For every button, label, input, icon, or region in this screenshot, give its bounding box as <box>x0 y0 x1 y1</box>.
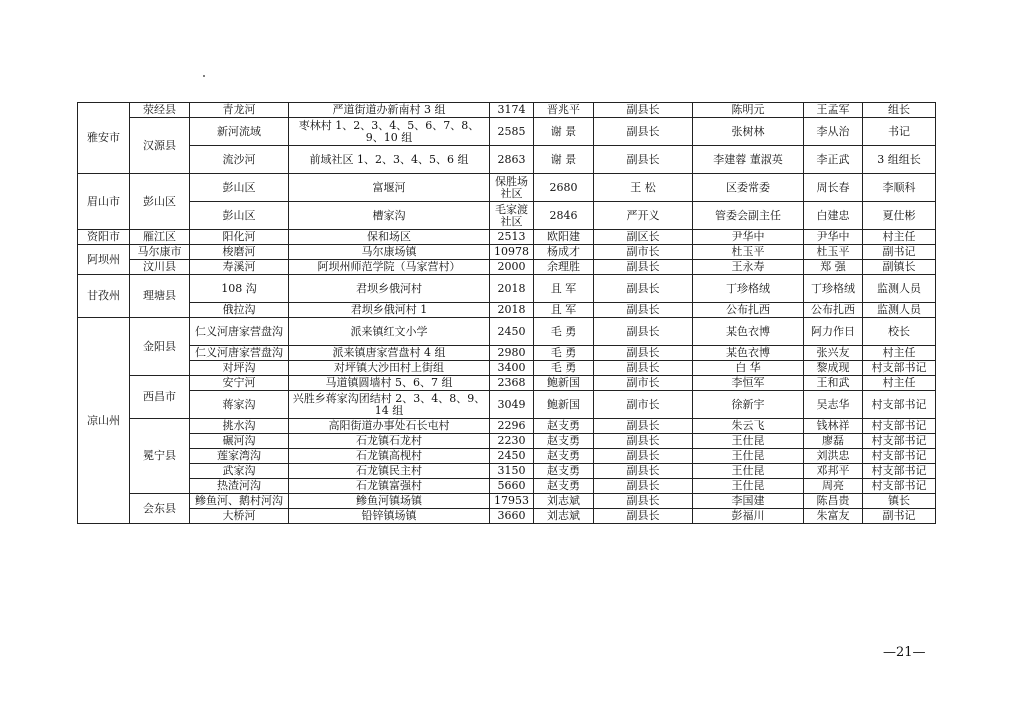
city-cell: 甘孜州 <box>78 275 130 318</box>
official-cell: 彭福川 <box>693 509 804 524</box>
river-cell: 碾河沟 <box>190 434 289 449</box>
count-cell: 10978 <box>490 245 534 260</box>
leader-cell: 且 军 <box>534 275 594 303</box>
location-cell: 派来镇唐家营盘村 4 组 <box>289 346 490 361</box>
location-cell: 严道街道办新南村 3 组 <box>289 103 490 118</box>
official-cell: 尹华中 <box>693 230 804 245</box>
role-cell: 村支部书记 <box>863 391 936 419</box>
county-cell: 荥经县 <box>130 103 190 118</box>
role-cell: 村支部书记 <box>863 464 936 479</box>
county-cell: 雁江区 <box>130 230 190 245</box>
count-cell: 3174 <box>490 103 534 118</box>
river-cell: 蒋家沟 <box>190 391 289 419</box>
local-cell: 陈昌贵 <box>804 494 863 509</box>
position-cell: 副市长 <box>594 391 693 419</box>
count-cell: 2450 <box>490 449 534 464</box>
leader-cell: 鲍新国 <box>534 376 594 391</box>
river-cell: 挑水沟 <box>190 419 289 434</box>
official-cell: 李恒军 <box>693 376 804 391</box>
role-cell: 副书记 <box>863 245 936 260</box>
official-cell: 白 华 <box>693 361 804 376</box>
role-cell: 镇长 <box>863 494 936 509</box>
role-cell: 监测人员 <box>863 303 936 318</box>
local-cell: 邓邦平 <box>804 464 863 479</box>
county-cell: 理塘县 <box>130 275 190 318</box>
count-cell: 2230 <box>490 434 534 449</box>
location-cell: 富堰河 <box>289 174 490 202</box>
position-cell: 严开义 <box>594 202 693 230</box>
leader-cell: 赵支勇 <box>534 449 594 464</box>
river-cell: 俄拉沟 <box>190 303 289 318</box>
leader-cell: 2680 <box>534 174 594 202</box>
table-row <box>78 303 936 318</box>
table-row <box>78 464 936 479</box>
role-cell: 夏仕彬 <box>863 202 936 230</box>
local-cell: 丁珍格绒 <box>804 275 863 303</box>
position-cell: 副县长 <box>594 479 693 494</box>
local-cell: 钱林祥 <box>804 419 863 434</box>
local-cell: 公布扎西 <box>804 303 863 318</box>
count-cell: 3400 <box>490 361 534 376</box>
river-cell: 仁义河唐家营盘沟 <box>190 318 289 346</box>
location-cell: 保和场区 <box>289 230 490 245</box>
local-cell: 白建忠 <box>804 202 863 230</box>
count-cell: 2585 <box>490 118 534 146</box>
local-cell: 刘洪忠 <box>804 449 863 464</box>
count-cell: 3049 <box>490 391 534 419</box>
county-cell: 汉源县 <box>130 118 190 174</box>
position-cell: 副县长 <box>594 303 693 318</box>
official-cell: 徐新宇 <box>693 391 804 419</box>
count-cell: 2368 <box>490 376 534 391</box>
official-cell: 公布扎西 <box>693 303 804 318</box>
leader-cell: 谢 景 <box>534 118 594 146</box>
location-cell: 君坝乡俄河村 <box>289 275 490 303</box>
county-cell: 冕宁县 <box>130 419 190 494</box>
role-cell: 副书记 <box>863 509 936 524</box>
river-cell: 彭山区 <box>190 174 289 202</box>
count-cell: 2513 <box>490 230 534 245</box>
city-cell: 资阳市 <box>78 230 130 245</box>
role-cell: 监测人员 <box>863 275 936 303</box>
river-cell: 莲家湾沟 <box>190 449 289 464</box>
location-cell: 石龙镇石龙村 <box>289 434 490 449</box>
table-row <box>78 118 936 146</box>
local-cell: 张兴友 <box>804 346 863 361</box>
official-cell: 丁珍格绒 <box>693 275 804 303</box>
position-cell: 副市长 <box>594 376 693 391</box>
river-cell: 彭山区 <box>190 202 289 230</box>
official-cell: 某色衣博 <box>693 318 804 346</box>
position-cell: 副县长 <box>594 318 693 346</box>
leader-cell: 赵支勇 <box>534 464 594 479</box>
location-cell: 鲹鱼河镇场镇 <box>289 494 490 509</box>
count-cell: 5660 <box>490 479 534 494</box>
leader-cell: 欧阳建 <box>534 230 594 245</box>
official-cell: 王永寿 <box>693 260 804 275</box>
location-cell: 派来镇红文小学 <box>289 318 490 346</box>
location-cell: 槽家沟 <box>289 202 490 230</box>
table-row <box>78 275 936 303</box>
location-cell: 阿坝州师范学院（马家营村） <box>289 260 490 275</box>
leader-cell: 赵支勇 <box>534 434 594 449</box>
leader-cell: 毛 勇 <box>534 346 594 361</box>
table-row <box>78 230 936 245</box>
official-cell: 李国建 <box>693 494 804 509</box>
location-cell: 高阳街道办事处石长屯村 <box>289 419 490 434</box>
official-cell: 王仕昆 <box>693 479 804 494</box>
local-cell: 周长春 <box>804 174 863 202</box>
leader-cell: 赵支勇 <box>534 419 594 434</box>
official-cell: 王仕昆 <box>693 449 804 464</box>
role-cell: 村支部书记 <box>863 449 936 464</box>
count-cell: 2980 <box>490 346 534 361</box>
river-cell: 大桥河 <box>190 509 289 524</box>
leader-cell: 赵支勇 <box>534 479 594 494</box>
river-cell: 梭磨河 <box>190 245 289 260</box>
role-cell: 组长 <box>863 103 936 118</box>
table-row <box>78 494 936 509</box>
table-row <box>78 346 936 361</box>
location-cell: 枣林村 1、2、3、4、5、6、7、8、9、10 组 <box>289 118 490 146</box>
table-row <box>78 509 936 524</box>
location-cell: 马尔康场镇 <box>289 245 490 260</box>
table-row <box>78 174 936 202</box>
count-cell: 3150 <box>490 464 534 479</box>
leader-cell: 刘志斌 <box>534 509 594 524</box>
position-cell: 王 松 <box>594 174 693 202</box>
position-cell: 副县长 <box>594 260 693 275</box>
table-row <box>78 391 936 419</box>
river-cell: 热渣河沟 <box>190 479 289 494</box>
official-cell: 某色衣博 <box>693 346 804 361</box>
role-cell: 校长 <box>863 318 936 346</box>
location-cell: 兴胜乡蒋家沟团结村 2、3、4、8、9、14 组 <box>289 391 490 419</box>
official-cell: 李建蓉 董淑英 <box>693 146 804 174</box>
position-cell: 副县长 <box>594 464 693 479</box>
count-cell: 2018 <box>490 275 534 303</box>
table-row <box>78 318 936 346</box>
table-row <box>78 245 936 260</box>
position-cell: 副县长 <box>594 494 693 509</box>
local-cell: 王和武 <box>804 376 863 391</box>
official-cell: 区委常委 <box>693 174 804 202</box>
table-row <box>78 202 936 230</box>
county-cell: 西昌市 <box>130 376 190 419</box>
location-cell: 铅锌镇场镇 <box>289 509 490 524</box>
river-cell: 108 沟 <box>190 275 289 303</box>
role-cell: 书记 <box>863 118 936 146</box>
local-cell: 李从治 <box>804 118 863 146</box>
table-row <box>78 361 936 376</box>
location-cell: 前域社区 1、2、3、4、5、6 组 <box>289 146 490 174</box>
role-cell: 村主任 <box>863 230 936 245</box>
local-cell: 廖磊 <box>804 434 863 449</box>
local-cell: 朱富友 <box>804 509 863 524</box>
table-row <box>78 434 936 449</box>
leader-cell: 毛 勇 <box>534 318 594 346</box>
official-cell: 张树林 <box>693 118 804 146</box>
leader-cell: 鲍新国 <box>534 391 594 419</box>
official-cell: 管委会副主任 <box>693 202 804 230</box>
table-row <box>78 419 936 434</box>
position-cell: 副县长 <box>594 419 693 434</box>
local-cell: 尹华中 <box>804 230 863 245</box>
role-cell: 李顺科 <box>863 174 936 202</box>
table-row <box>78 376 936 391</box>
leader-cell: 杨成才 <box>534 245 594 260</box>
river-cell: 阳化河 <box>190 230 289 245</box>
position-cell: 副县长 <box>594 346 693 361</box>
local-cell: 郑 强 <box>804 260 863 275</box>
count-cell: 2018 <box>490 303 534 318</box>
position-cell: 副县长 <box>594 275 693 303</box>
leader-cell: 晋兆平 <box>534 103 594 118</box>
table-row <box>78 146 936 174</box>
table-row <box>78 449 936 464</box>
river-cell: 对坪沟 <box>190 361 289 376</box>
county-cell: 会东县 <box>130 494 190 524</box>
river-cell: 仁义河唐家营盘沟 <box>190 346 289 361</box>
table-row <box>78 103 936 118</box>
leader-cell: 且 军 <box>534 303 594 318</box>
position-cell: 副县长 <box>594 103 693 118</box>
count-cell: 毛家渡社区 <box>490 202 534 230</box>
count-cell: 保胜场社区 <box>490 174 534 202</box>
count-cell: 2450 <box>490 318 534 346</box>
local-cell: 阿力作日 <box>804 318 863 346</box>
table-row <box>78 479 936 494</box>
official-cell: 王仕昆 <box>693 434 804 449</box>
location-cell: 马道镇圆墙村 5、6、7 组 <box>289 376 490 391</box>
leader-cell: 刘志斌 <box>534 494 594 509</box>
county-cell: 金阳县 <box>130 318 190 376</box>
location-cell: 石龙镇富强村 <box>289 479 490 494</box>
role-cell: 村主任 <box>863 346 936 361</box>
county-cell: 马尔康市 <box>130 245 190 260</box>
river-cell: 武家沟 <box>190 464 289 479</box>
city-cell: 眉山市 <box>78 174 130 230</box>
position-cell: 副县长 <box>594 361 693 376</box>
location-cell: 君坝乡俄河村 1 <box>289 303 490 318</box>
leader-cell: 毛 勇 <box>534 361 594 376</box>
leader-cell: 余理胜 <box>534 260 594 275</box>
city-cell: 凉山州 <box>78 318 130 524</box>
position-cell: 副县长 <box>594 509 693 524</box>
page-number: —21— <box>883 645 926 660</box>
data-table <box>77 102 936 524</box>
official-cell: 陈明元 <box>693 103 804 118</box>
local-cell: 吴志华 <box>804 391 863 419</box>
position-cell: 副县长 <box>594 146 693 174</box>
county-cell: 彭山区 <box>130 174 190 230</box>
count-cell: 17953 <box>490 494 534 509</box>
role-cell: 副镇长 <box>863 260 936 275</box>
leader-cell: 2846 <box>534 202 594 230</box>
count-cell: 2863 <box>490 146 534 174</box>
leader-cell: 谢 景 <box>534 146 594 174</box>
river-cell: 新河流域 <box>190 118 289 146</box>
position-cell: 副县长 <box>594 449 693 464</box>
location-cell: 石龙镇民主村 <box>289 464 490 479</box>
role-cell: 3 组组长 <box>863 146 936 174</box>
local-cell: 李正武 <box>804 146 863 174</box>
official-cell: 朱云飞 <box>693 419 804 434</box>
count-cell: 2296 <box>490 419 534 434</box>
table-row <box>78 260 936 275</box>
city-cell: 阿坝州 <box>78 245 130 275</box>
count-cell: 3660 <box>490 509 534 524</box>
county-cell: 汶川县 <box>130 260 190 275</box>
official-cell: 王仕昆 <box>693 464 804 479</box>
official-cell: 杜玉平 <box>693 245 804 260</box>
river-cell: 寿溪河 <box>190 260 289 275</box>
speck-mark <box>203 75 205 77</box>
role-cell: 村主任 <box>863 376 936 391</box>
role-cell: 村支部书记 <box>863 479 936 494</box>
local-cell: 周亮 <box>804 479 863 494</box>
river-cell: 流沙河 <box>190 146 289 174</box>
role-cell: 村支部书记 <box>863 361 936 376</box>
river-cell: 鲹鱼河、鹅村河沟 <box>190 494 289 509</box>
city-cell: 雅安市 <box>78 103 130 174</box>
local-cell: 黎成现 <box>804 361 863 376</box>
local-cell: 王孟军 <box>804 103 863 118</box>
local-cell: 杜玉平 <box>804 245 863 260</box>
position-cell: 副县长 <box>594 118 693 146</box>
role-cell: 村支部书记 <box>863 434 936 449</box>
position-cell: 副区长 <box>594 230 693 245</box>
count-cell: 2000 <box>490 260 534 275</box>
river-cell: 青龙河 <box>190 103 289 118</box>
position-cell: 副县长 <box>594 434 693 449</box>
location-cell: 石龙镇高枧村 <box>289 449 490 464</box>
location-cell: 对坪镇大沙田村上街组 <box>289 361 490 376</box>
river-cell: 安宁河 <box>190 376 289 391</box>
position-cell: 副市长 <box>594 245 693 260</box>
role-cell: 村支部书记 <box>863 419 936 434</box>
